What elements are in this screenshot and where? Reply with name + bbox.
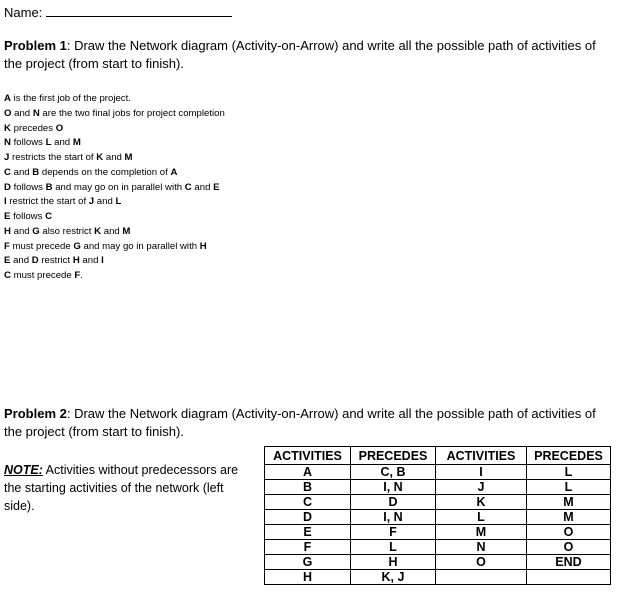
table-cell: E	[265, 525, 351, 540]
rule-text: must precede	[10, 270, 75, 281]
rule-line	[4, 269, 225, 284]
table-cell: J	[436, 480, 527, 495]
activity-letter: D	[31, 255, 39, 267]
rule-line	[4, 107, 225, 122]
activity-letter: J	[4, 152, 10, 163]
header-activities-1: ACTIVITIES	[265, 447, 351, 465]
table-cell: L	[527, 465, 611, 480]
activity-letter: O	[4, 107, 12, 119]
activity-letter: F	[74, 270, 81, 281]
activity-letter: H	[199, 240, 207, 252]
activity-letter: J	[88, 196, 95, 208]
table-cell: M	[527, 510, 611, 525]
activity-letter: K	[96, 152, 104, 163]
header-precedes-2: PRECEDES	[527, 447, 611, 465]
rule-text: and	[191, 181, 214, 193]
rule-text: also restrict	[39, 225, 95, 237]
header-activities-2: ACTIVITIES	[436, 447, 527, 465]
activity-letter: C	[4, 270, 11, 281]
table-cell: END	[527, 555, 611, 570]
rule-line	[4, 254, 225, 269]
name-field	[4, 4, 232, 20]
activity-letter: L	[45, 137, 52, 149]
rule-text: and	[10, 166, 33, 178]
table-cell: I	[436, 465, 527, 480]
table-row	[265, 480, 611, 495]
rule-text: and	[103, 152, 125, 163]
rule-text: restrict the start of	[6, 196, 89, 208]
activity-letter: G	[73, 240, 81, 252]
activity-letter: M	[124, 152, 133, 163]
table-cell: K, J	[351, 570, 436, 585]
rule-text: and	[10, 255, 32, 267]
note-text: Activities without predecessors are the starting activities of the network (left side).	[4, 463, 239, 513]
table-cell: M	[527, 495, 611, 510]
rule-text: restrict	[38, 255, 73, 267]
rule-text: are the two final jobs for project completion	[39, 107, 225, 119]
problem-2-text: : Draw the Network diagram (Activity-on-Arrow) and write all the possible path of activities of the project (from start to finish).	[4, 406, 596, 439]
rule-text: and	[51, 137, 73, 149]
activity-letter: M	[72, 137, 81, 149]
name-blank-line	[46, 4, 232, 17]
problem-1-label: Problem 1	[4, 38, 67, 53]
table-cell: C	[265, 495, 351, 510]
table-row	[265, 525, 611, 540]
note-label: NOTE:	[4, 463, 43, 477]
activity-letter: C	[45, 211, 52, 222]
activity-letter: E	[4, 211, 11, 222]
table-cell: A	[265, 465, 351, 480]
activity-letter: K	[94, 225, 102, 237]
problem-1-rules	[4, 92, 225, 284]
activity-letter: E	[213, 181, 220, 193]
table-cell: B	[265, 480, 351, 495]
table-row	[265, 570, 611, 585]
rule-line	[4, 210, 225, 225]
activity-letter: O	[55, 122, 64, 134]
table-row	[265, 465, 611, 480]
problem-2-note	[4, 461, 244, 515]
table-row	[265, 510, 611, 525]
rule-text: must precede	[9, 240, 74, 252]
rule-text: is the first job of the project.	[10, 93, 131, 104]
rule-line	[4, 181, 225, 196]
activity-letter: M	[122, 225, 131, 237]
activity-letter: H	[4, 225, 11, 237]
table-row	[265, 555, 611, 570]
table-cell: G	[265, 555, 351, 570]
problem-2-statement	[4, 405, 614, 441]
table-cell: O	[527, 540, 611, 555]
rule-text: precedes	[10, 122, 56, 134]
table-cell: K	[436, 495, 527, 510]
table-cell: H	[265, 570, 351, 585]
rule-text: depends on the completion of	[39, 166, 171, 178]
table-cell: O	[527, 525, 611, 540]
table-cell: L	[351, 540, 436, 555]
rule-text: and	[10, 225, 33, 237]
rule-text: .	[80, 270, 83, 281]
table-cell: F	[265, 540, 351, 555]
name-label: Name:	[4, 5, 43, 20]
problem-2-label: Problem 2	[4, 406, 67, 421]
activity-letter: A	[4, 93, 11, 104]
rule-text: and may go in parallel with	[80, 240, 200, 252]
rule-text: follows	[10, 137, 46, 149]
table-cell: C, B	[351, 465, 436, 480]
activity-letter: N	[32, 107, 40, 119]
activity-letter: K	[4, 122, 11, 134]
activity-letter: N	[4, 137, 11, 149]
table-header-row	[265, 447, 611, 465]
table-cell: O	[436, 555, 527, 570]
table-body	[265, 465, 611, 585]
problem-1-statement	[4, 37, 614, 73]
rule-line	[4, 225, 225, 240]
activity-letter: A	[170, 166, 178, 178]
activity-letter: C	[184, 181, 192, 193]
table-cell	[436, 570, 527, 585]
activity-letter: B	[45, 181, 53, 193]
rule-text: follows	[10, 181, 46, 193]
rule-line	[4, 136, 225, 151]
activity-letter: D	[4, 181, 11, 193]
table-cell: L	[527, 480, 611, 495]
activity-letter: G	[32, 225, 40, 237]
rule-text: and may go on in parallel with	[52, 181, 185, 193]
rule-text: and	[79, 255, 102, 267]
rule-text: follows	[10, 211, 46, 222]
table-cell	[527, 570, 611, 585]
activity-letter: C	[4, 166, 11, 178]
rule-text: and	[101, 225, 123, 237]
table-row	[265, 540, 611, 555]
rule-text: and	[94, 196, 116, 208]
activity-letter: F	[4, 240, 10, 252]
rule-line	[4, 240, 225, 255]
table-cell: I, N	[351, 510, 436, 525]
rule-line	[4, 92, 225, 107]
table-cell: F	[351, 525, 436, 540]
activities-table	[264, 446, 611, 585]
rule-line	[4, 122, 225, 137]
table-row	[265, 495, 611, 510]
table-cell: I, N	[351, 480, 436, 495]
table-cell: L	[436, 510, 527, 525]
table-cell: N	[436, 540, 527, 555]
rule-text: and	[11, 107, 33, 119]
header-precedes-1: PRECEDES	[351, 447, 436, 465]
activity-letter: H	[72, 255, 80, 267]
table-cell: M	[436, 525, 527, 540]
rule-line	[4, 151, 225, 166]
activity-letter: B	[32, 166, 40, 178]
activity-letter: I	[101, 255, 104, 267]
activity-letter: I	[4, 196, 7, 208]
activity-letter: L	[115, 196, 122, 208]
problem-1-text: : Draw the Network diagram (Activity-on-Arrow) and write all the possible path of activities of the project (from start to finish).	[4, 38, 596, 71]
table-cell: D	[351, 495, 436, 510]
rule-text: restricts the start of	[9, 152, 97, 163]
rule-line	[4, 166, 225, 181]
activity-letter: E	[4, 255, 11, 267]
rule-line	[4, 195, 225, 210]
table-cell: H	[351, 555, 436, 570]
table-cell: D	[265, 510, 351, 525]
